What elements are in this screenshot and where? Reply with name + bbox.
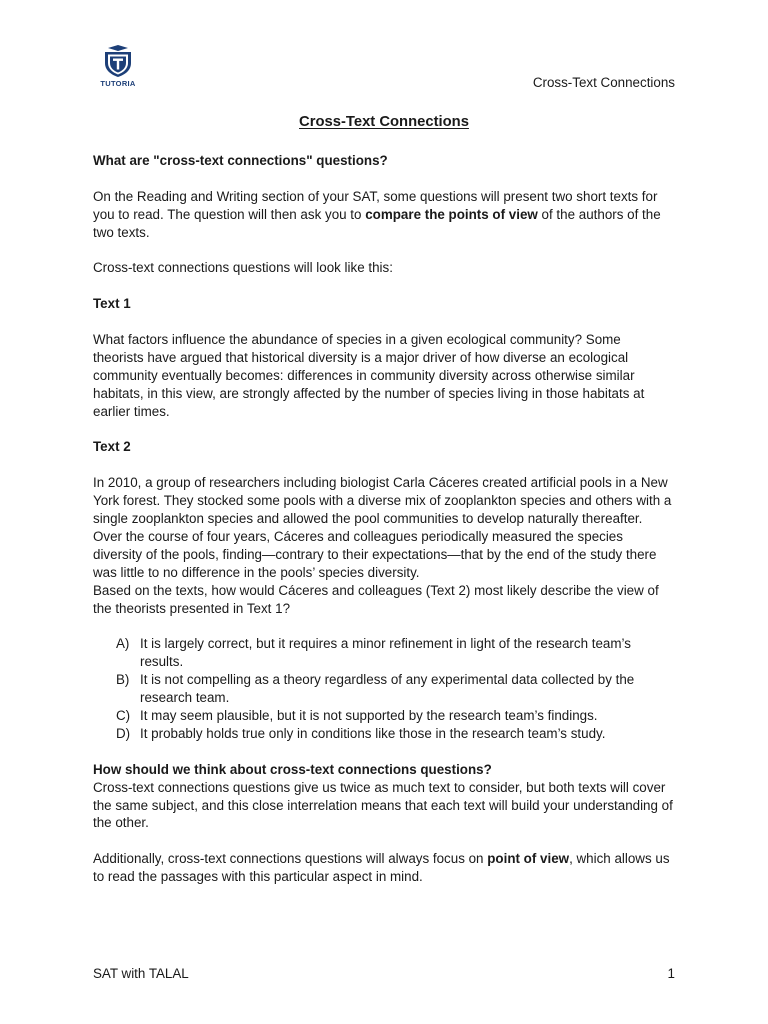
intro-bold-phrase: compare the points of view bbox=[365, 206, 538, 222]
pov-bold-phrase: point of view bbox=[487, 851, 570, 867]
interrelation-paragraph: Cross-text connections questions give us twice as much text to consider, but both texts will cover the same subject, and this close interrelation means that each text will build your understanding of the other. bbox=[93, 779, 673, 831]
intro-paragraph bbox=[93, 188, 675, 242]
text1-passage: What factors influence the abundance of species in a given ecological community? Some theorists have argued that historical diversity is a major driver of how diverse an ecological community eventually becomes: differences in community diversity across otherwise similar habitats, in this view, are strongly affected by the number of species living in those habitats at earlier times. bbox=[93, 332, 645, 419]
question-stem: Based on the texts, how would Cáceres and colleagues (Text 2) most likely describe the view of the theorists presented in Text 1? bbox=[93, 582, 659, 616]
answer-choice-d bbox=[93, 725, 675, 743]
choice-text: It probably holds true only in conditions like those in the research team’s study. bbox=[140, 725, 606, 741]
logo-text: TUTORIA bbox=[100, 79, 136, 88]
tutoria-shield-icon bbox=[102, 44, 134, 78]
page-number: 1 bbox=[667, 966, 675, 981]
answer-choice-a bbox=[93, 635, 675, 671]
footer-label: SAT with TALAL bbox=[93, 966, 189, 981]
answer-choice-b bbox=[93, 671, 675, 707]
choice-text: It is largely correct, but it requires a minor refinement in light of the research team’s results. bbox=[140, 636, 631, 670]
page-title: Cross-Text Connections bbox=[299, 114, 469, 130]
section-heading-how-think: How should we think about cross-text connections questions? bbox=[93, 761, 492, 777]
text1-label: Text 1 bbox=[93, 296, 131, 312]
pov-text-b: , which allows us to read the passages with this particular aspect in mind. bbox=[93, 851, 670, 885]
choice-text: It is not compelling as a theory regardless of any experimental data collected by the research team. bbox=[140, 672, 635, 706]
choice-label: C) bbox=[116, 707, 131, 723]
answer-choice-c bbox=[93, 707, 675, 725]
text2-label: Text 2 bbox=[93, 439, 131, 455]
choice-label: D) bbox=[116, 725, 131, 741]
pov-text-a: Additionally, cross-text connections questions will always focus on bbox=[93, 851, 488, 867]
lead-in-paragraph: Cross-text connections questions will look like this: bbox=[93, 260, 393, 276]
point-of-view-paragraph bbox=[93, 850, 675, 886]
intro-text-b: of the authors of the two texts. bbox=[93, 206, 661, 240]
page-title-wrap bbox=[0, 113, 768, 132]
running-header-title: Cross-Text Connections bbox=[532, 75, 675, 90]
text2-passage: In 2010, a group of researchers including biologist Carla Cáceres created artificial pools in a New York forest. They stocked some pools with a diverse mix of zooplankton species and others with a single zooplankton species and allowed the pool communities to develop naturally thereafter. Over the course of four years, Cáceres and colleagues periodically measured the species diversity of the pools, finding—contrary to their expectations—that by the end of the study there was little to no difference in the pools’ species diversity. bbox=[93, 475, 672, 580]
section-heading-what-are: What are "cross-text connections" questions? bbox=[93, 153, 388, 168]
choice-label: B) bbox=[116, 672, 130, 688]
document-body bbox=[93, 152, 675, 886]
tutoria-logo bbox=[100, 44, 136, 88]
intro-text-a: On the Reading and Writing section of your SAT, some questions will present two short texts for you to read. The question will then ask you to bbox=[93, 188, 658, 222]
choice-label: A) bbox=[116, 636, 130, 652]
answer-choices bbox=[93, 635, 675, 742]
choice-text: It may seem plausible, but it is not supported by the research team’s findings. bbox=[140, 707, 598, 723]
